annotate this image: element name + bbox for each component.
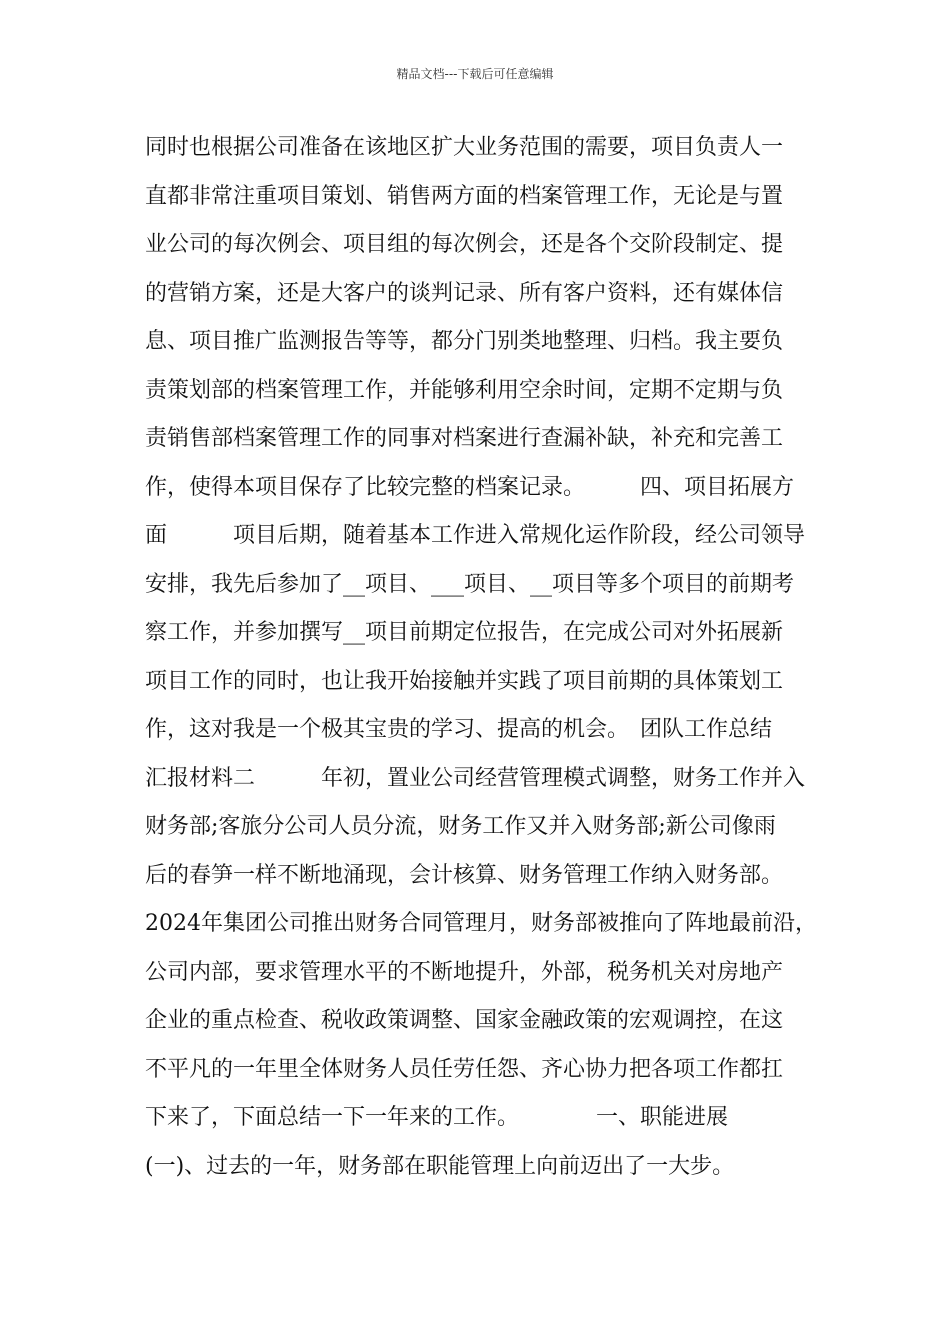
text-line: 项目工作的同时，也让我开始接触并实践了项目前期的具体策划工 — [145, 668, 784, 694]
text-line: 作，使得本项目保存了比较完整的档案记录。 四、项目拓展方 — [145, 474, 795, 500]
text-line: 的营销方案，还是大客户的谈判记录、所有客户资料，还有媒体信 — [145, 280, 784, 306]
text-line: (一)、过去的一年，财务部在职能管理上向前迈出了一大步。 — [145, 1153, 735, 1179]
text-line: 后的春笋一样不断地涌现，会计核算、财务管理工作纳入财务部。 — [145, 862, 784, 888]
text-line: 2024年集团公司推出财务合同管理月，财务部被推向了阵地最前沿， — [145, 911, 817, 936]
text-line: 业公司的每次例会、项目组的每次例会，还是各个交阶段制定、提 — [145, 232, 784, 257]
text-line: 息、项目推广监测报告等等，都分门别类地整理、归档。我主要负 — [145, 329, 784, 354]
text-line: 下来了，下面总结一下一年来的工作。 一、职能进展 — [145, 1105, 729, 1130]
text-line: 同时也根据公司准备在该地区扩大业务范围的需要，项目负责人一 — [145, 135, 784, 160]
text-line: 财务部;客旅分公司人员分流，财务工作又并入财务部;新公司像雨 — [145, 814, 776, 839]
text-line: 责销售部档案管理工作的同事对档案进行查漏补缺，补充和完善工 — [145, 426, 784, 451]
document-body — [145, 124, 825, 1191]
page-header: 精品文档---下载后可任意编辑 — [396, 67, 554, 81]
text-line: 企业的重点检查、税收政策调整、国家金融政策的宏观调控，在这 — [145, 1008, 784, 1033]
text-line: 公司内部，要求管理水平的不断地提升，外部，税务机关对房地产 — [145, 959, 784, 985]
text-line: 安排，我先后参加了__项目、___项目、__项目等多个项目的前期考 — [145, 571, 795, 597]
text-line: 面 项目后期，随着基本工作进入常规化运作阶段，经公司领导 — [145, 523, 806, 548]
text-line: 作，这对我是一个极其宝贵的学习、提高的机会。 团队工作总结 — [145, 717, 773, 742]
text-line: 不平凡的一年里全体财务人员任劳任怨、齐心协力把各项工作都扛 — [145, 1056, 784, 1082]
text-line: 汇报材料二 年初，置业公司经营管理模式调整，财务工作并入 — [145, 765, 806, 791]
text-line: 直都非常注重项目策划、销售两方面的档案管理工作，无论是与置 — [145, 183, 784, 209]
text-line: 察工作，并参加撰写__项目前期定位报告，在完成公司对外拓展新 — [145, 620, 784, 645]
text-line: 责策划部的档案管理工作，并能够利用空余时间，定期不定期与负 — [145, 377, 784, 403]
